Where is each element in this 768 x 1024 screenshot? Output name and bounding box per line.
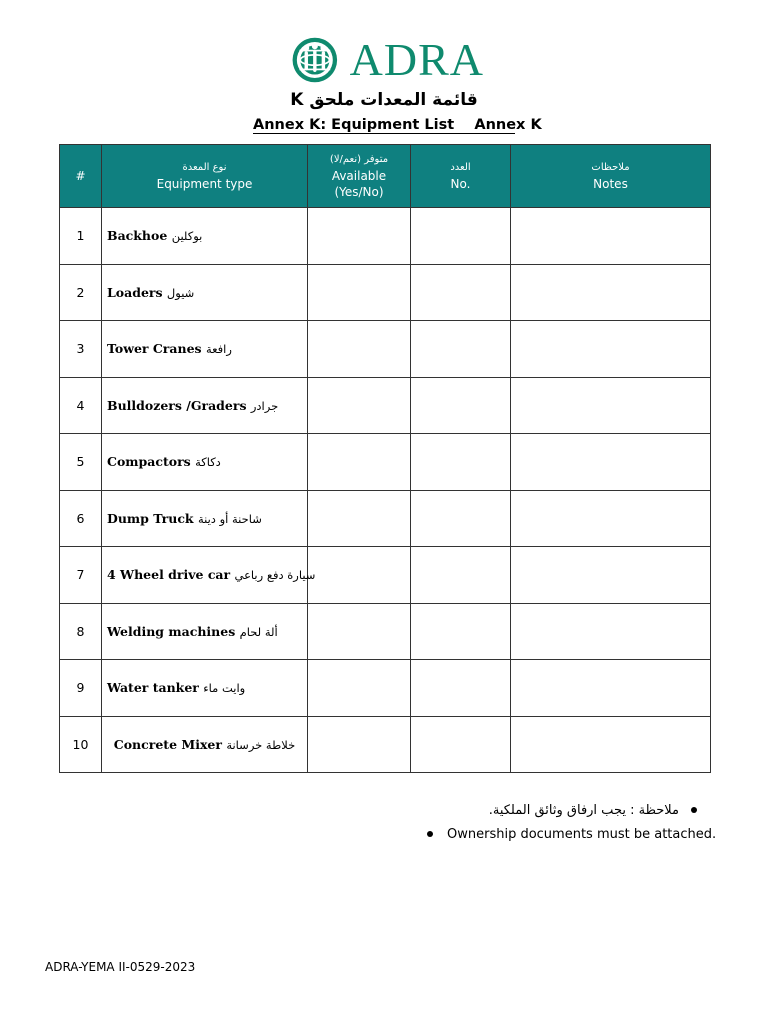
column-header-english: Available (Yes/No) xyxy=(331,169,387,199)
available-cell xyxy=(308,490,411,547)
count-cell xyxy=(411,547,511,604)
available-cell xyxy=(308,603,411,660)
count-cell xyxy=(411,716,511,773)
column-header xyxy=(308,145,411,208)
equipment-type-cell xyxy=(102,321,308,378)
notes-cell xyxy=(511,547,711,604)
page-title: Annex K: Equipment List Annex K xyxy=(253,117,542,133)
row-number: 2 xyxy=(60,264,102,321)
available-cell xyxy=(308,660,411,717)
table-row xyxy=(60,490,711,547)
table-row xyxy=(60,264,711,321)
table-row xyxy=(60,660,711,717)
equipment-name: Water tanker xyxy=(107,680,199,696)
equipment-name-arabic: سيارة دفع رباعي xyxy=(234,568,316,583)
column-header-english: Equipment type xyxy=(156,177,253,191)
equipment-type-cell xyxy=(102,603,308,660)
table-row xyxy=(60,377,711,434)
available-cell xyxy=(308,264,411,321)
column-header xyxy=(102,145,308,208)
notes-list xyxy=(420,798,716,846)
row-number: 4 xyxy=(60,377,102,434)
column-header-english: # xyxy=(75,169,86,183)
equipment-type-cell xyxy=(102,208,308,265)
equipment-type-cell xyxy=(102,434,308,491)
document-code: ADRA-YEMA II-0529-2023 xyxy=(45,960,196,974)
table-row xyxy=(60,547,711,604)
equipment-name: 4 Wheel drive car xyxy=(107,567,231,583)
equipment-name-arabic: خلاطة خرسانة xyxy=(226,737,296,752)
equipment-name: Loaders xyxy=(107,284,163,300)
count-cell xyxy=(411,208,511,265)
notes-cell xyxy=(511,434,711,491)
column-header-arabic: متوفر (نعم/لا) xyxy=(329,154,389,165)
notes-cell xyxy=(511,716,711,773)
note-item-english xyxy=(420,822,716,846)
logo-wordmark: ADRA xyxy=(349,34,484,85)
column-header xyxy=(60,145,102,208)
equipment-type-cell xyxy=(102,716,308,773)
adra-people-globe-icon xyxy=(284,32,346,88)
equipment-name: Tower Cranes xyxy=(107,341,202,357)
equipment-name-arabic: جرادر xyxy=(250,398,279,413)
equipment-type-cell xyxy=(102,547,316,604)
equipment-name: Dump Truck xyxy=(107,510,194,526)
table-row xyxy=(60,434,711,491)
available-cell xyxy=(308,208,411,265)
equipment-name-arabic: دكاكة xyxy=(195,455,221,470)
equipment-type-cell xyxy=(102,490,308,547)
notes-cell xyxy=(511,264,711,321)
note-item-arabic xyxy=(420,798,700,822)
table-row xyxy=(60,716,711,773)
column-header-arabic: نوع المعدة xyxy=(182,162,227,173)
equipment-name-arabic: شيول xyxy=(166,285,195,300)
bullet-dot-icon xyxy=(691,807,697,813)
equipment-type-cell xyxy=(102,660,308,717)
available-cell xyxy=(308,434,411,491)
note-text: Ownership documents must be attached. xyxy=(447,826,717,842)
available-cell xyxy=(308,377,411,434)
equipment-name-arabic: رافعة xyxy=(205,342,232,357)
available-cell xyxy=(308,547,411,604)
row-number: 5 xyxy=(60,434,102,491)
row-number: 8 xyxy=(60,603,102,660)
equipment-name: Welding machines xyxy=(107,623,236,639)
note-text: ملاحظة : يجب ارفاق وثائق الملكية. xyxy=(488,802,679,818)
notes-cell xyxy=(511,377,711,434)
equipment-name-arabic: ألة لحام xyxy=(239,624,278,639)
page-title-arabic: قائمة المعدات ملحق K xyxy=(290,90,478,110)
table-row xyxy=(60,603,711,660)
count-cell xyxy=(411,264,511,321)
count-cell xyxy=(411,321,511,378)
column-header xyxy=(411,145,511,208)
equipment-type-cell xyxy=(102,377,308,434)
count-cell xyxy=(411,660,511,717)
bullet-dot-icon xyxy=(427,831,433,837)
count-cell xyxy=(411,377,511,434)
column-header-english: Notes xyxy=(593,177,628,191)
row-number: 3 xyxy=(60,321,102,378)
equipment-name-arabic: وايت ماء xyxy=(203,681,246,696)
notes-cell xyxy=(511,490,711,547)
table-row xyxy=(60,321,711,378)
notes-cell xyxy=(511,660,711,717)
notes-cell xyxy=(511,603,711,660)
column-header-arabic: العدد xyxy=(450,162,471,173)
table-row xyxy=(60,208,711,265)
equipment-name-arabic: شاحنة أو دينة xyxy=(197,511,262,526)
column-header-english: No. xyxy=(450,177,471,191)
equipment-table xyxy=(59,144,711,773)
count-cell xyxy=(411,434,511,491)
table-header-row xyxy=(60,145,711,208)
column-header xyxy=(511,145,711,208)
notes-cell xyxy=(511,321,711,378)
row-number: 9 xyxy=(60,660,102,717)
count-cell xyxy=(411,490,511,547)
row-number: 1 xyxy=(60,208,102,265)
row-number: 10 xyxy=(60,716,102,773)
adra-logo xyxy=(284,32,484,88)
row-number: 6 xyxy=(60,490,102,547)
equipment-name-arabic: بوكلين xyxy=(171,229,203,244)
notes-cell xyxy=(511,208,711,265)
row-number: 7 xyxy=(60,547,102,604)
equipment-name: Bulldozers /Graders xyxy=(107,397,247,413)
equipment-name: Concrete Mixer xyxy=(113,736,222,752)
count-cell xyxy=(411,603,511,660)
equipment-type-cell xyxy=(102,264,308,321)
column-header-arabic: ملاحظات xyxy=(591,162,630,173)
equipment-name: Backhoe xyxy=(107,228,168,244)
available-cell xyxy=(308,321,411,378)
equipment-name: Compactors xyxy=(107,454,191,470)
available-cell xyxy=(308,716,411,773)
